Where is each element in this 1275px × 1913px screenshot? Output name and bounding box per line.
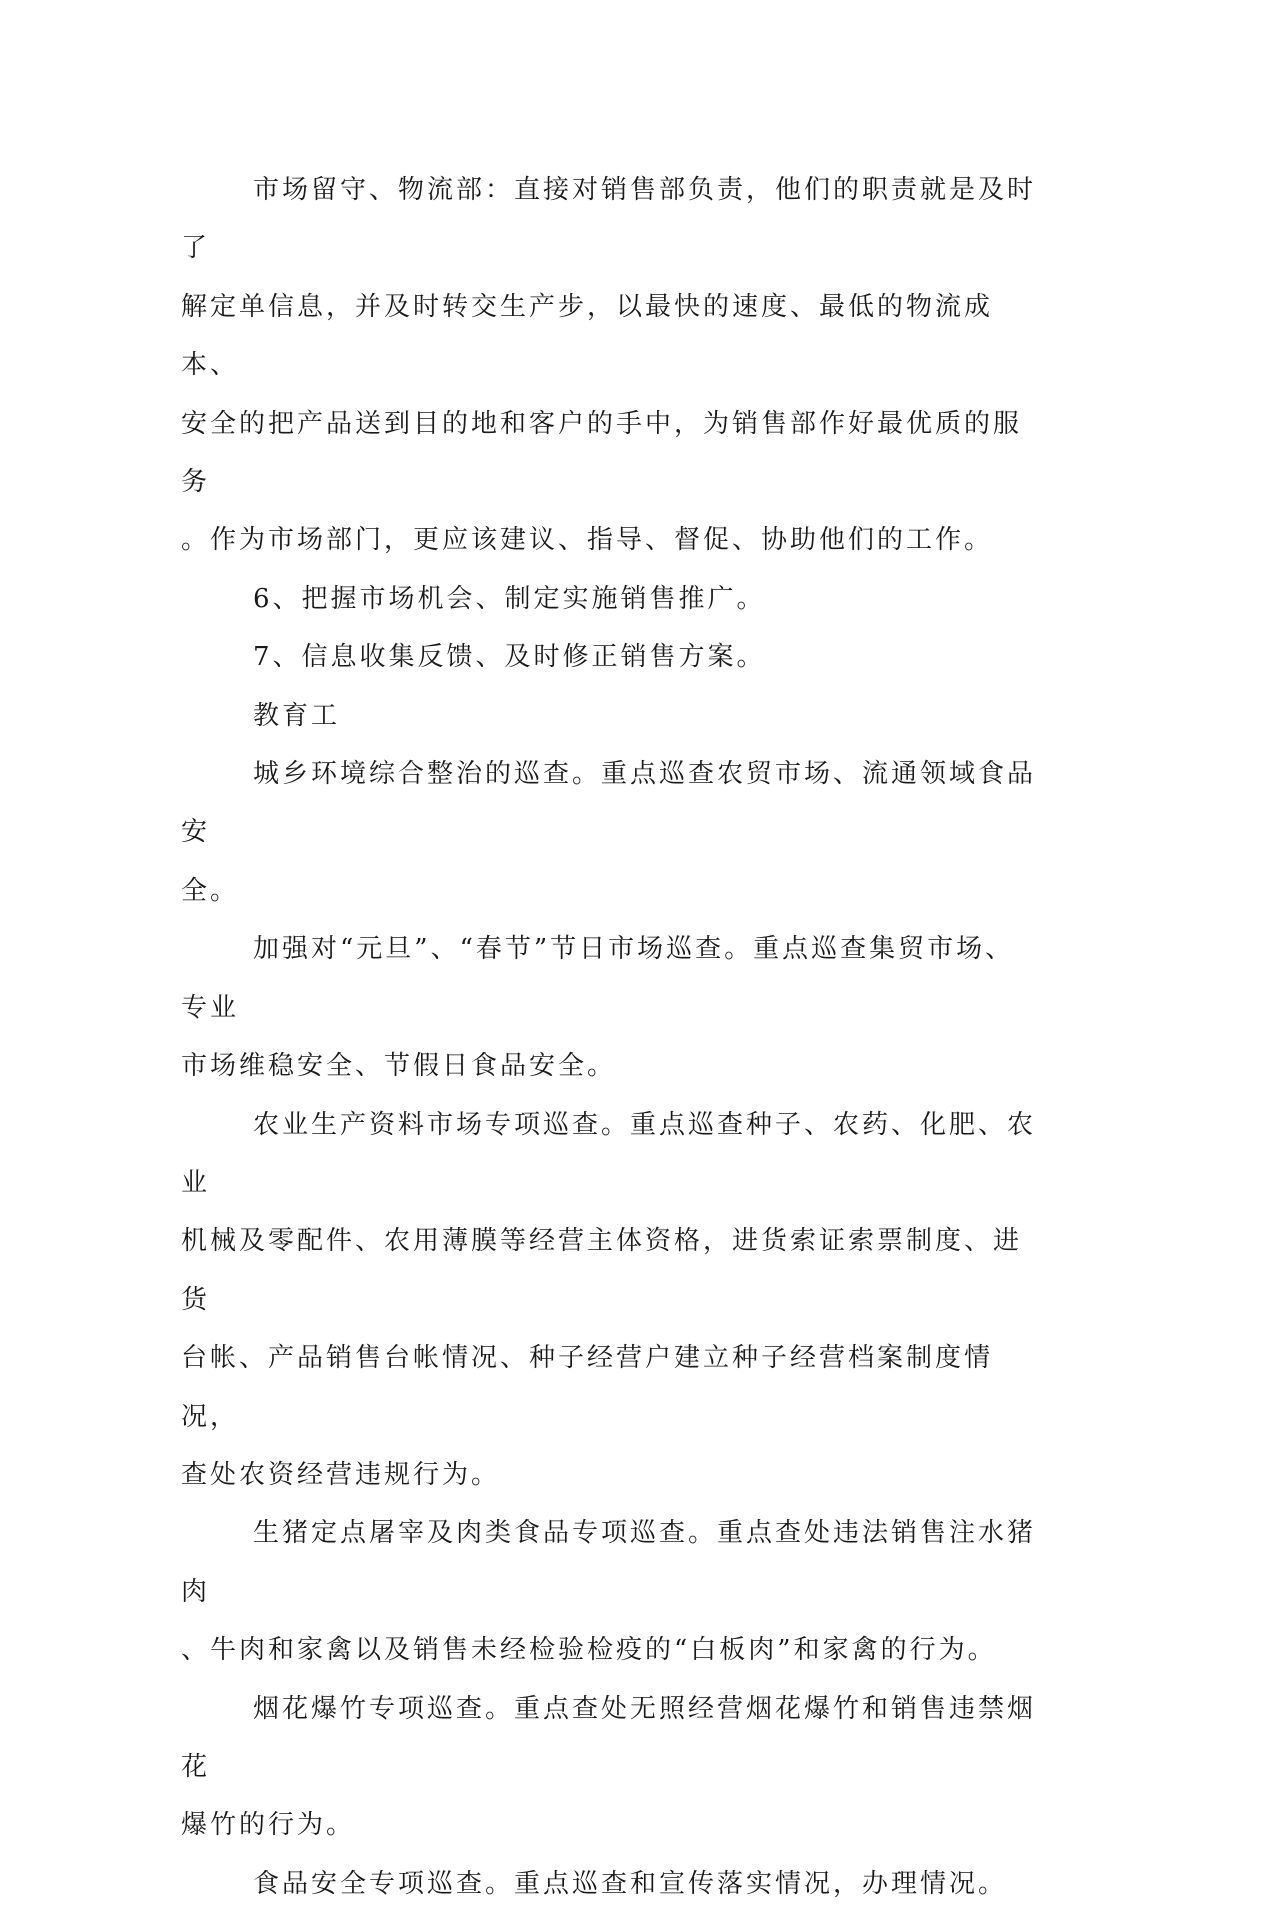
paragraph-pork xyxy=(181,1504,1043,1679)
paragraph-item-6 xyxy=(181,570,1043,628)
paragraph-line: 教育工 xyxy=(253,700,341,731)
paragraph-line: 6、把握市场机会、制定实施销售推广。 xyxy=(253,583,766,614)
paragraph-line: 全。 xyxy=(181,875,240,906)
paragraph-line: 市场留守、物流部：直接对销售部负责，他们的职责就是及时了 xyxy=(181,175,1037,264)
paragraph-fireworks xyxy=(181,1680,1043,1855)
paragraph-urban-rural xyxy=(181,745,1043,920)
paragraph-line: 生猪定点屠宰及肉类食品专项巡查。重点查处违法销售注水猪肉 xyxy=(181,1518,1037,1607)
paragraph-line: 解定单信息，并及时转交生产步，以最快的速度、最低的物流成本、 xyxy=(181,291,994,381)
paragraph-line: 机械及零配件、农用薄膜等经营主体资格，进货索证索票制度、进货 xyxy=(181,1226,1023,1315)
paragraph-line: 城乡环境综合整治的巡查。重点巡查农贸市场、流通领域食品安 xyxy=(181,759,1037,848)
paragraph-line: 市场维稳安全、节假日食品安全。 xyxy=(181,1051,617,1082)
paragraph-item-7 xyxy=(181,628,1043,686)
paragraph-line: 查处农资经营违规行为。 xyxy=(181,1459,501,1490)
paragraph-line: 安全的把产品送到目的地和客户的手中，为销售部作好最优质的服务 xyxy=(181,408,1023,498)
paragraph-line: 加强对“元旦”、“春节”节日市场巡查。重点巡查集贸市场、专业 xyxy=(181,934,1015,1023)
paragraph-line: 、牛肉和家禽以及销售未经检验检疫的“白板肉”和家禽的行为。 xyxy=(181,1635,997,1666)
paragraph-line: 爆竹的行为。 xyxy=(181,1810,356,1841)
paragraph-line: 烟花爆竹专项巡查。重点查处无照经营烟花爆竹和销售违禁烟花 xyxy=(181,1693,1037,1782)
paragraph-food-safety xyxy=(181,1855,1043,1913)
paragraph-heading xyxy=(181,687,1043,745)
paragraph-line: 台帐、产品销售台帐情况、种子经营户建立种子经营档案制度情况， xyxy=(181,1343,994,1432)
paragraph-line: 。作为市场部门，更应该建议、指导、督促、协助他们的工作。 xyxy=(181,525,994,556)
paragraph-line: 农业生产资料市场专项巡查。重点巡查种子、农药、化肥、农业 xyxy=(181,1109,1037,1198)
paragraph-line: 7、信息收集反馈、及时修正销售方案。 xyxy=(253,642,766,673)
paragraph-agriculture xyxy=(181,1096,1043,1505)
document-body xyxy=(181,161,1043,1913)
paragraph-logistics xyxy=(181,161,1043,570)
paragraph-holiday xyxy=(181,920,1043,1095)
paragraph-line: 食品安全专项巡查。重点巡查和宣传落实情况，办理情况。 xyxy=(253,1868,1008,1899)
